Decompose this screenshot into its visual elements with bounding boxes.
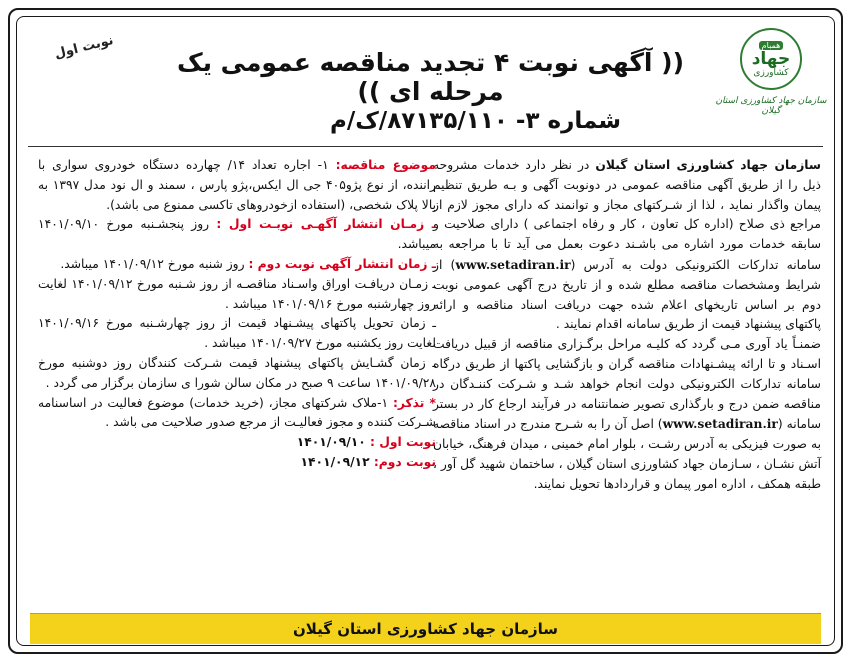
ad-number: شماره ۳- ۸۷۱۳۵/۱۱۰/ک/م	[329, 108, 622, 134]
receive-docs: ـ زمـان دریافـت اوراق واسـناد مناقصـه از روز شـنبه مورخ ۱۴۰۱/۰۹/۱۲ لغایت روز چهارشنبه مورخ ۱۴۰۱/۰۹/۱۶ میباشد .	[38, 276, 436, 311]
publish-second-label: ـ زمان انتشار آگهی نوبت دوم :	[248, 256, 436, 271]
setadiran-link-2[interactable]: www.setadiran.ir	[662, 416, 778, 432]
reminder-paragraph	[38, 394, 436, 434]
subject-label: موضوع مناقصه:	[335, 158, 436, 172]
logo-emblem	[740, 28, 802, 90]
turn-second-row	[38, 453, 436, 473]
turn-first-label: نوبت اول :	[370, 435, 436, 450]
ad-title: (( آگهی نوبت ۴ تجدید مناقصه عمومی یک مرحله ای ))	[176, 48, 685, 106]
logo-org-name: سازمان جهاد کشاورزی استان گیلان	[715, 96, 827, 116]
publish-second	[38, 255, 436, 275]
turn-second-label: نوبت دوم:	[373, 454, 436, 469]
turn-first-date: ۱۴۰۱/۰۹/۱۰	[296, 435, 366, 450]
turn-stamp: نوبت اول	[53, 32, 115, 63]
ad-frame	[8, 8, 843, 654]
logo-main-text: جهاد	[751, 48, 791, 69]
turn-second-date: ۱۴۰۱/۰۹/۱۲	[300, 454, 370, 469]
publish-first-label: ـ زمـان انتشار آگهـی نوبـت اول :	[216, 217, 436, 232]
publish-first	[38, 215, 436, 255]
right-column	[433, 156, 821, 495]
org-logo	[715, 28, 827, 138]
subject-paragraph	[38, 156, 436, 215]
subject-text: ۱- اجاره تعداد ۱۴/ چهارده دستگاه خودروی سواری با راننده، از نوع پژو۴۰۵ جی ال ایکس،پژو پارس ، سمند و ال نود مدل ۱۳۹۷ به بالا پلاک شخصی، (استفاده ازخودروهای تاکسی ممنوع می باشد).	[38, 158, 436, 212]
setadiran-link-1[interactable]: www.setadiran.ir	[455, 256, 571, 272]
header-divider	[28, 146, 823, 147]
reminder-text: ۱-ملاک شرکتهای مجاز، (خرید خدمات) موضوع فعالیت در اساسنامه شـرکت کننده و مجوز فعالیـت از مرجع صدور صلاحیت می باشد .	[38, 395, 436, 430]
left-column	[38, 156, 436, 473]
logo-sub-text: کشاورزی	[753, 67, 789, 78]
note-text: ضمنـاً یاد آوری مـی گردد که کلیـه مراحل برگـزاری مناقصه از قبیل دریافت اسـناد و تا ارائه پیشـنهادات مناقصه گران و بازگشایی پاکتها از طریق درگاه سامانه تدارکات الکترونیکی دولت انجام خواهد شـد و شـرکت کننـدگان در مناقصه ضمن درج و بارگذاری تصویر ضمانتنامه در فرآیند ارجاع کار در بستر سامانه (	[433, 337, 822, 432]
turn-dates	[38, 433, 436, 473]
intro-text-cont: ) از شرایط ومشخصات مناقصه مطلع شده و از تاریخ درج آگهی عمومی نوبت دوم بر اساس تاریخهای اعلام شده جهت دریافت اسناد مناقصه و ارائه پاکتهای پیشنهاد قیمت از طریق سامانه اقدام نمایند .	[433, 257, 821, 332]
turn-first-row	[38, 433, 436, 453]
opening-envelopes: ـ زمان گشـایش پاکتهای پیشنهاد قیمت شـرکت کنندگان روز دوشنبه مورخ ۱۴۰۱/۰۹/۲۸ ساعت ۹ صبح در مکان سالن شورا ی سازمان برگزار می گردد .	[38, 355, 436, 390]
footer-banner: سازمان جهاد کشاورزی استان گیلان	[30, 613, 821, 644]
intro-paragraph	[433, 156, 821, 335]
publish-second-text: روز شنبه مورخ ۱۴۰۱/۰۹/۱۲ میباشد.	[60, 256, 245, 271]
org-lead: سازمان جهاد کشاورزی استان گیلان	[595, 158, 821, 172]
note-paragraph	[433, 335, 821, 494]
deliver-envelopes: ـ زمان تحویل پاکتهای پیشـنهاد قیمت از روز چهارشـنبه مورخ ۱۴۰۱/۰۹/۱۶ لغایت روز یکشنبه مورخ ۱۴۰۱/۰۹/۲۷ میباشد .	[38, 316, 436, 351]
logo-top-text: همبام	[759, 41, 784, 50]
publish-first-text: روز پنجشـنبه مورخ ۱۴۰۱/۰۹/۱۰ میباشد.	[38, 217, 436, 252]
reminder-label: * تذکر:	[392, 395, 436, 410]
note-text-cont: ) اصل آن را به شـرح مندرج در اسناد مناقصه به صورت فیزیکی به آدرس رشـت ، بلوار امام خمینی ، میدان فرهنگ، خیابان آتش نشـان ، سـازمان جهاد کشاورزی استان گیلان ، ساختمان شهید گل آور ، طبقه همکف ، اداره امور پیمان و قراردادها تحویل نمایند.	[433, 417, 821, 491]
intro-text: در نظر دارد خدمات مشروحه ذیل را از طریق آگهی مناقصه عمومی در دونوبت آگهی و بـه طریق تنظیم پیمان واگذار نماید ، لذا از شـرکتهای مجاز و توانمند که دارای مجوز لازم از مراجع ذی صلاح (اداره کل تعاون ، کار و رفاه اجتماعی ) دارای صلاحیت و سابقه خدمات مورد اشاره می باشـند دعوت بعمل می آید تا با مراجعه به سامانه تدارکات الکترونیکی دولت به آدرس (	[433, 158, 822, 272]
